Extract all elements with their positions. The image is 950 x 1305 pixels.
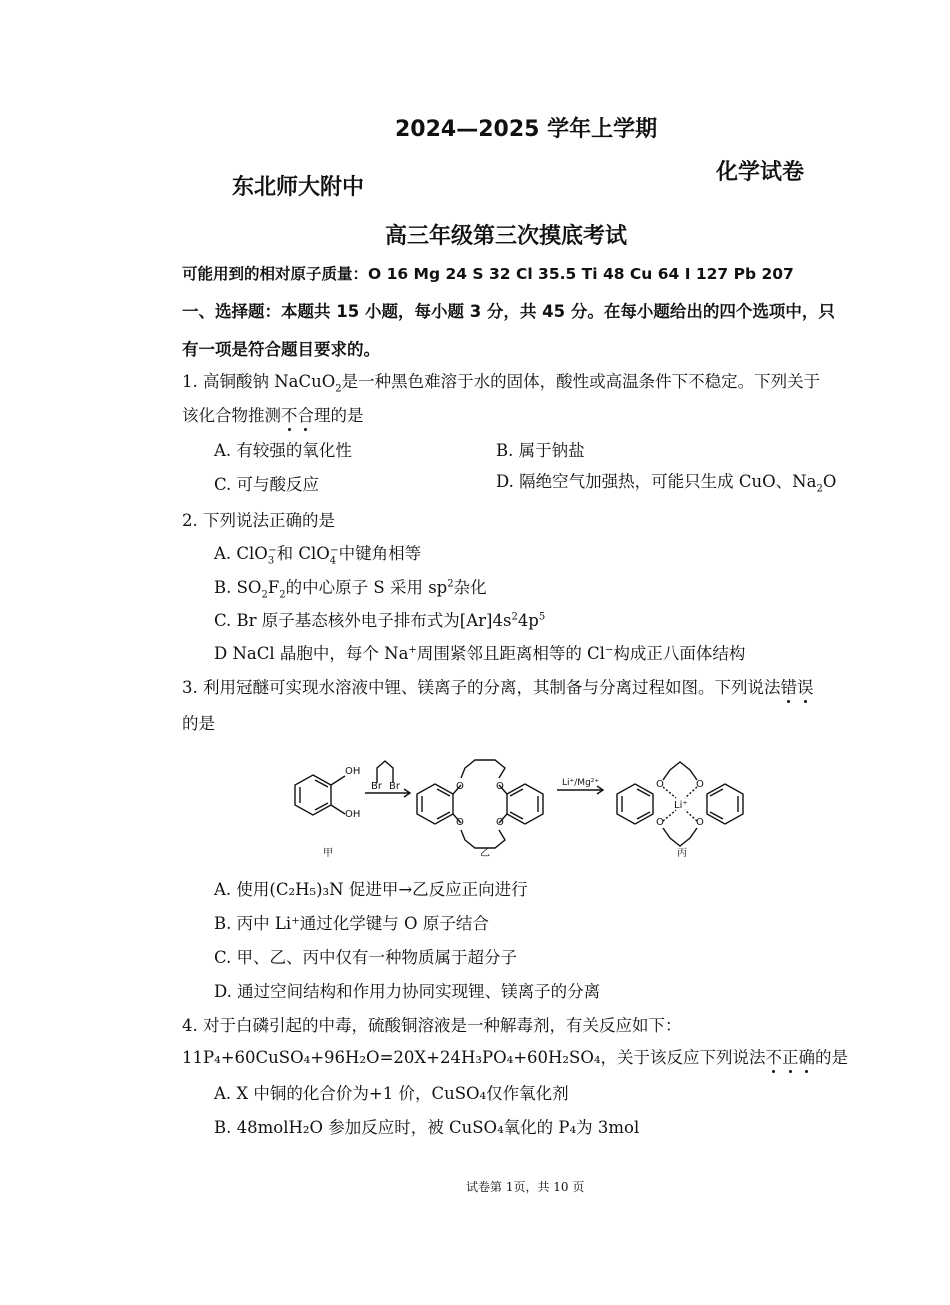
q3-option-c: C. 甲、乙、丙中仅有一种物质属于超分子 xyxy=(214,948,518,967)
q1-option-b: B. 属于钠盐 xyxy=(496,441,585,460)
svg-text:Li⁺: Li⁺ xyxy=(674,800,688,811)
atomic-masses: 可能用到的相对原子质量：O 16 Mg 24 S 32 Cl 35.5 Ti 48 Cu 64 I 127 Pb 207 xyxy=(182,265,794,283)
q1-stem-line1: 1. 高铜酸钠 NaCuO$_2$是一种黑色难溶于水的固体，酸性或高温条件下不稳定。下列关于 xyxy=(182,372,821,395)
svg-text:Li⁺/Mg²⁺: Li⁺/Mg²⁺ xyxy=(562,778,600,788)
q2-option-a: A. ClO$_3$−和 ClO$_4$−中键角相等 xyxy=(214,544,422,567)
catechol-structure xyxy=(295,775,345,815)
svg-text:Br: Br xyxy=(389,781,400,792)
q1-option-a: A. 有较强的氧化性 xyxy=(214,441,352,460)
q1-option-c: C. 可与酸反应 xyxy=(214,475,320,494)
svg-text:O: O xyxy=(456,781,464,792)
q3-stem-line2: 的是 xyxy=(182,714,215,733)
section1-line1: 一、选择题：本题共 15 小题，每小题 3 分，共 45 分。在每小题给出的四个选项中，只 xyxy=(182,302,835,321)
dibenzo-crown-ether-structure xyxy=(417,760,543,848)
svg-text:O: O xyxy=(656,779,664,790)
svg-text:O: O xyxy=(496,817,504,828)
svg-text:Br: Br xyxy=(371,781,382,792)
section1-line2: 有一项是符合题目要求的。 xyxy=(182,340,380,359)
q4-option-b: B. 48molH₂O 参加反应时，被 CuSO₄氧化的 P₄为 3mol xyxy=(214,1118,640,1137)
q4-stem-line2: 11P₄+60CuSO₄+96H₂O=20X+24H₃PO₄+60H₂SO₄，关于该反应下列说法不正确的是 xyxy=(182,1048,848,1067)
svg-text:丙: 丙 xyxy=(677,848,687,859)
svg-text:OH: OH xyxy=(345,766,361,777)
q2-option-d: D NaCl 晶胞中，每个 Na+周围紧邻且距离相等的 Cl−构成正八面体结构 xyxy=(214,644,746,663)
school-name: 东北师大附中 xyxy=(232,175,365,200)
q1-option-d: D. 隔绝空气加强热，可能只生成 CuO、$Na_2O$ xyxy=(496,472,837,495)
exam-year: 2024—2025 学年上学期 xyxy=(395,117,658,142)
q3-option-a: A. 使用(C₂H₅)₃N 促进甲→乙反应正向进行 xyxy=(214,880,528,899)
q4-stem-line1: 4. 对于白磷引起的中毒，硫酸铜溶液是一种解毒剂，有关反应如下： xyxy=(182,1016,682,1035)
q2-option-c: C. Br 原子基态核外电子排布式为$[Ar]4s^24p^5$ xyxy=(214,611,546,630)
svg-text:O: O xyxy=(656,817,664,828)
q2-stem: 2. 下列说法正确的是 xyxy=(182,511,335,530)
q3-option-d: D. 通过空间结构和作用力协同实现锂、镁离子的分离 xyxy=(214,982,601,1001)
svg-text:甲: 甲 xyxy=(323,848,333,859)
svg-text:O: O xyxy=(496,781,504,792)
svg-text:O: O xyxy=(456,817,464,828)
svg-text:O: O xyxy=(696,779,704,790)
svg-text:乙: 乙 xyxy=(480,848,490,859)
q2-option-b: B. $SO_2F_2$的中心原子 S 采用 $sp^2$杂化 xyxy=(214,578,487,601)
q3-stem-line1: 3. 利用冠醚可实现水溶液中锂、镁离子的分离，其制备与分离过程如图。下列说法错误 xyxy=(182,678,814,697)
svg-text:OH: OH xyxy=(345,809,361,820)
exam-title: 高三年级第三次摸底考试 xyxy=(385,224,628,249)
q1-stem-line2: 该化合物推测不合理的是 xyxy=(182,406,364,425)
page-footer: 试卷第 1页，共 10 页 xyxy=(466,1180,585,1194)
crown-ether-scheme xyxy=(285,752,755,862)
subject-title: 化学试卷 xyxy=(716,160,805,185)
svg-text:O: O xyxy=(696,817,704,828)
q3-option-b: B. 丙中 Li⁺通过化学键与 O 原子结合 xyxy=(214,914,489,933)
q4-option-a: A. X 中铜的化合价为+1 价，CuSO₄仅作氧化剂 xyxy=(214,1084,569,1103)
